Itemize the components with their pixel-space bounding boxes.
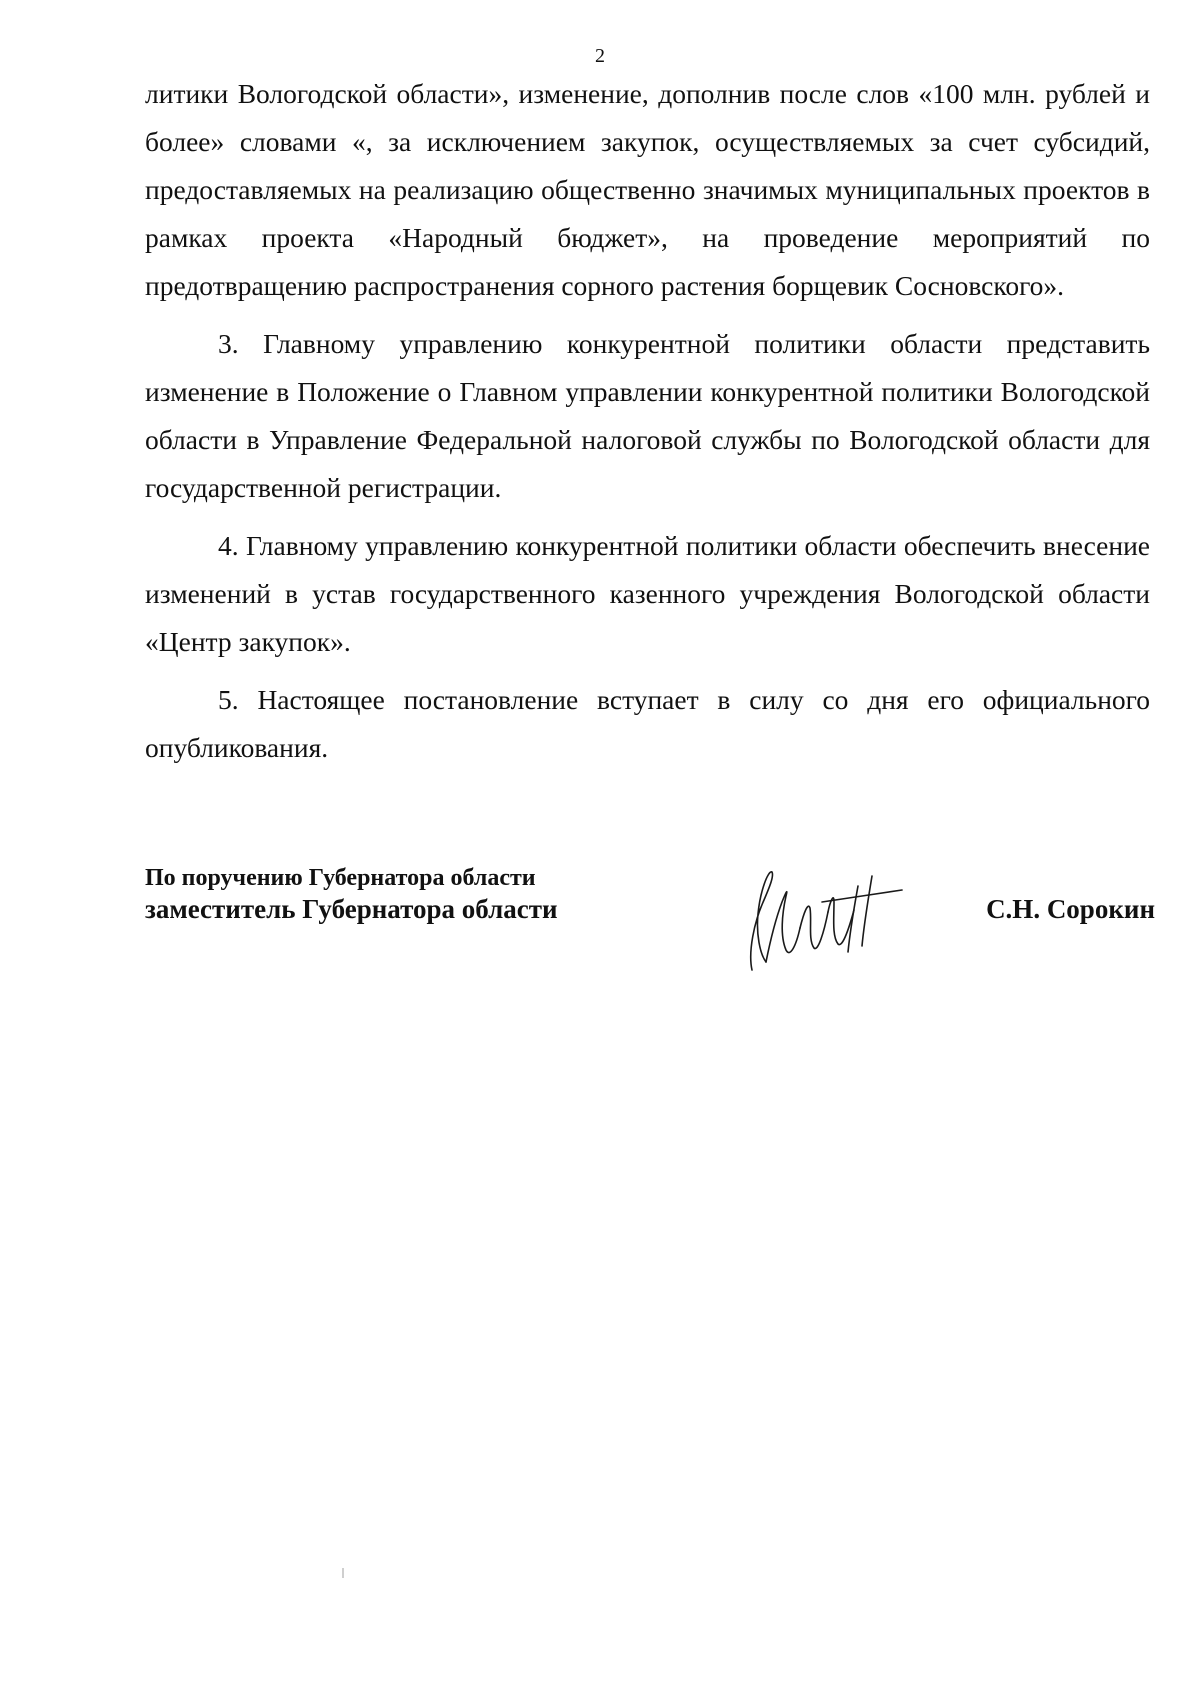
signatory-authority-line: По поручению Губернатора области: [145, 865, 536, 891]
paragraph-continuation: литики Вологодской области», изменение, дополнив после слов «100 млн. рублей и более» словами «, за исключением закупок, осуществляемых за счет субсидий, предоставляемых на реализацию общественно значимых муниципальных проектов в рамках проекта «Народный бюджет», на проведение мероприятий по предотвращению распространения сорного растения борщевик Сосновского».: [145, 78, 1150, 301]
paragraph-item-4: 4. Главному управлению конкурентной политики области обеспечить внесение изменений в устав государственного казенного учреждения Вологодской области «Центр закупок».: [145, 530, 1150, 657]
signatory-name: С.Н. Сорокин: [986, 894, 1155, 924]
paragraph-item-3: 3. Главному управлению конкурентной политики области представить изменение в Положение о Главном управлении конкурентной политики Вологодской области в Управление Федеральной налоговой службы по Вологодской области для государственной регистрации.: [145, 328, 1150, 503]
page-number: 2: [595, 45, 605, 67]
signatory-position: заместитель Губернатора области: [145, 894, 558, 924]
document-body: [145, 70, 1150, 772]
handwritten-signature: [730, 862, 905, 972]
paragraph-item-5: 5. Настоящее постановление вступает в силу со дня его официального опубликования.: [145, 684, 1150, 763]
scan-artifact: [342, 1568, 344, 1578]
signature-block: [145, 862, 1155, 982]
